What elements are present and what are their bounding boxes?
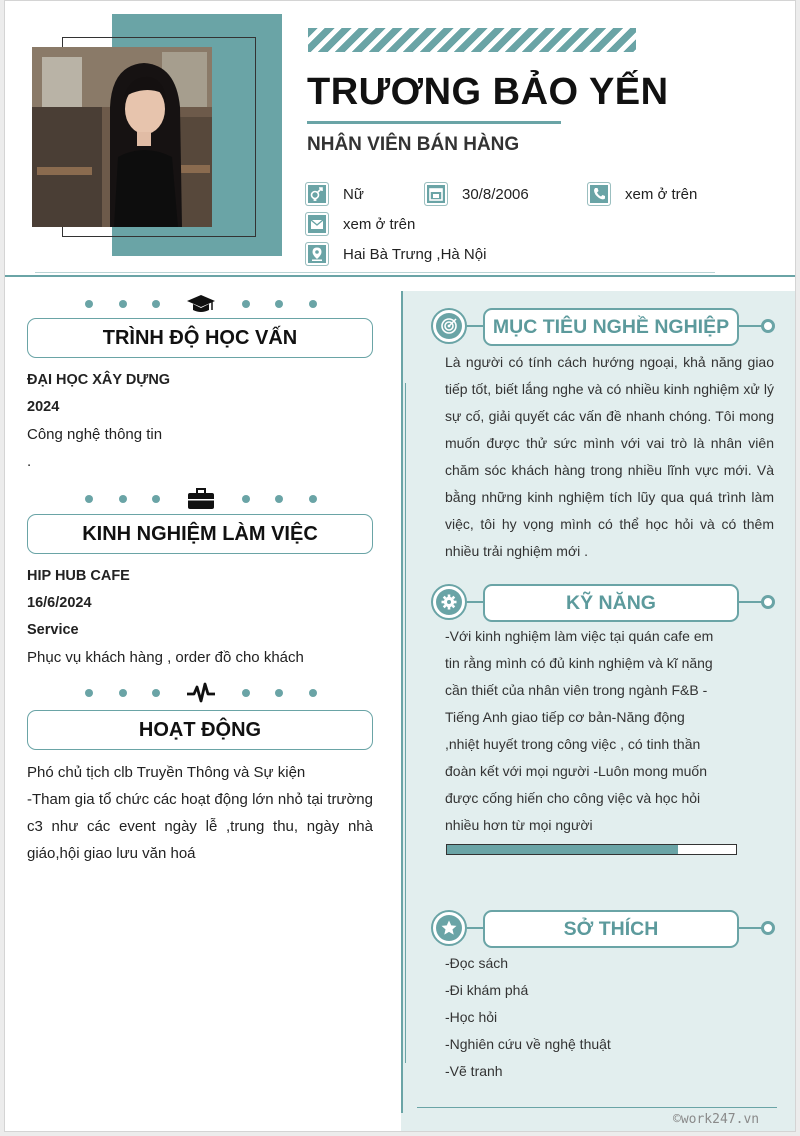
dot <box>275 689 283 697</box>
connector <box>739 927 763 929</box>
dot <box>152 495 160 503</box>
star-icon <box>431 910 467 946</box>
connector-end <box>761 319 775 333</box>
skills-line: đoàn kết với mọi người -Luôn mong muốn <box>445 763 707 779</box>
email-value: xem ở trên <box>343 215 416 233</box>
education-year: 2024 <box>27 399 60 415</box>
dot <box>119 689 127 697</box>
experience-heading: KINH NGHIỆM LÀM VIỆC <box>27 514 373 554</box>
education-extra: . <box>27 453 32 470</box>
birthday-value: 30/8/2006 <box>462 185 529 203</box>
skills-line: Tiếng Anh giao tiếp cơ bản-Năng động <box>445 709 685 725</box>
dot <box>309 300 317 308</box>
profile-photo <box>32 47 212 227</box>
activities-line1: Phó chủ tịch clb Truyền Thông và Sự kiện <box>27 764 306 781</box>
education-major: Công nghệ thông tin <box>27 426 163 443</box>
connector <box>739 601 763 603</box>
objective-heading: MỤC TIÊU NGHỀ NGHIỆP <box>483 308 739 346</box>
skills-line: tin rằng mình có đủ kinh nghiệm và kĩ năng <box>445 655 713 671</box>
right-panel-inner-line <box>405 383 406 1063</box>
info-address <box>305 242 486 266</box>
experience-date: 16/6/2024 <box>27 595 92 611</box>
hobbies-heading: SỞ THÍCH <box>483 910 739 948</box>
target-icon <box>431 308 467 344</box>
skill-level-fill <box>447 845 678 854</box>
objective-header <box>431 308 781 348</box>
experience-position: Service <box>27 622 79 638</box>
education-heading: TRÌNH ĐỘ HỌC VẤN <box>27 318 373 358</box>
dot <box>275 300 283 308</box>
dot <box>152 300 160 308</box>
skills-heading: KỸ NĂNG <box>483 584 739 622</box>
address-value: Hai Bà Trưng ,Hà Nội <box>343 245 487 263</box>
dot <box>152 689 160 697</box>
dot <box>242 495 250 503</box>
activities-dots <box>85 681 317 705</box>
skills-line: ,nhiệt huyết trong công việc , có tinh thần <box>445 736 701 752</box>
connector <box>467 325 483 327</box>
skills-line: cần thiết của nhân viên trong ngành F&B - <box>445 682 708 698</box>
gear-icon <box>431 584 467 620</box>
hobby-item: -Đi khám phá <box>445 982 529 998</box>
name-underline <box>307 121 561 124</box>
objective-text: Là người có tính cách hướng ngoại, khả năng giao tiếp tốt, biết lắng nghe và có nhiều kinh nghiệm xử lý sự cố, giải quyết các vấn đề nhanh chóng. Tôi mong muốn được thử sức mình với vai trò là nhân viên chăm sóc khách hàng trong nhiều lĩnh vực mới. Và bằng những kinh nghiệm tích lũy qua quá trình làm việc, tôi hy vọng mình có thể học hỏi và có thêm nhiều trải nghiệm mới . <box>445 354 774 559</box>
skills-text <box>445 623 713 839</box>
info-gender <box>305 182 364 206</box>
candidate-name: TRƯƠNG BẢO YẾN <box>307 71 669 113</box>
dot <box>85 495 93 503</box>
connector-end <box>761 921 775 935</box>
skills-line: được cống hiến cho công việc và học hỏi <box>445 790 701 806</box>
hobby-item: -Học hỏi <box>445 1009 498 1025</box>
activities-line2: -Tham gia tổ chức các hoạt động lớn nhỏ tại trường c3 như các event ngày lễ ,trung thu, ngày nhà giáo,hội giao lưu văn hoá <box>27 791 373 862</box>
info-phone <box>587 182 697 206</box>
dot <box>119 495 127 503</box>
mail-icon <box>305 212 329 236</box>
experience-description: Phục vụ khách hàng , order đồ cho khách <box>27 649 304 666</box>
job-title: NHÂN VIÊN BÁN HÀNG <box>307 134 520 155</box>
hobbies-list <box>445 950 611 1085</box>
connector <box>467 601 483 603</box>
dot <box>85 300 93 308</box>
graduation-cap-icon <box>186 292 216 316</box>
dot <box>242 689 250 697</box>
skill-level-bar <box>446 844 737 855</box>
gender-value: Nữ <box>343 185 364 203</box>
calendar-icon <box>424 182 448 206</box>
briefcase-icon <box>186 487 216 511</box>
pulse-icon <box>186 681 216 705</box>
hobby-item: -Nghiên cứu về nghệ thuật <box>445 1036 611 1052</box>
connector <box>467 927 483 929</box>
dot <box>309 495 317 503</box>
right-panel-bottom-line <box>417 1107 777 1108</box>
dot <box>242 300 250 308</box>
watermark: ©work247.vn <box>673 1112 760 1127</box>
connector <box>739 325 763 327</box>
header-divider-thin <box>35 272 715 273</box>
info-birthday <box>424 182 529 206</box>
hobby-item: -Đọc sách <box>445 955 509 971</box>
dot <box>85 689 93 697</box>
activities-heading: HOẠT ĐỘNG <box>27 710 373 750</box>
experience-company: HIP HUB CAFE <box>27 568 130 584</box>
education-school: ĐẠI HỌC XÂY DỰNG <box>27 372 171 388</box>
info-email <box>305 212 415 236</box>
location-icon <box>305 242 329 266</box>
header-divider <box>5 275 796 277</box>
dot <box>275 495 283 503</box>
skills-line: nhiều hơn từ mọi người <box>445 817 593 833</box>
dot <box>309 689 317 697</box>
header-stripes <box>308 28 636 52</box>
hobbies-header <box>431 910 781 950</box>
connector-end <box>761 595 775 609</box>
experience-dots <box>85 487 317 511</box>
dot <box>119 300 127 308</box>
hobby-item: -Vẽ tranh <box>445 1063 503 1079</box>
cv-page <box>4 0 796 1132</box>
phone-icon <box>587 182 611 206</box>
education-dots <box>85 292 317 316</box>
skills-line: -Với kinh nghiệm làm việc tại quán cafe em <box>445 628 714 644</box>
phone-value: xem ở trên <box>625 185 698 203</box>
gender-icon <box>305 182 329 206</box>
right-panel-border <box>401 291 403 1113</box>
skills-header <box>431 584 781 624</box>
